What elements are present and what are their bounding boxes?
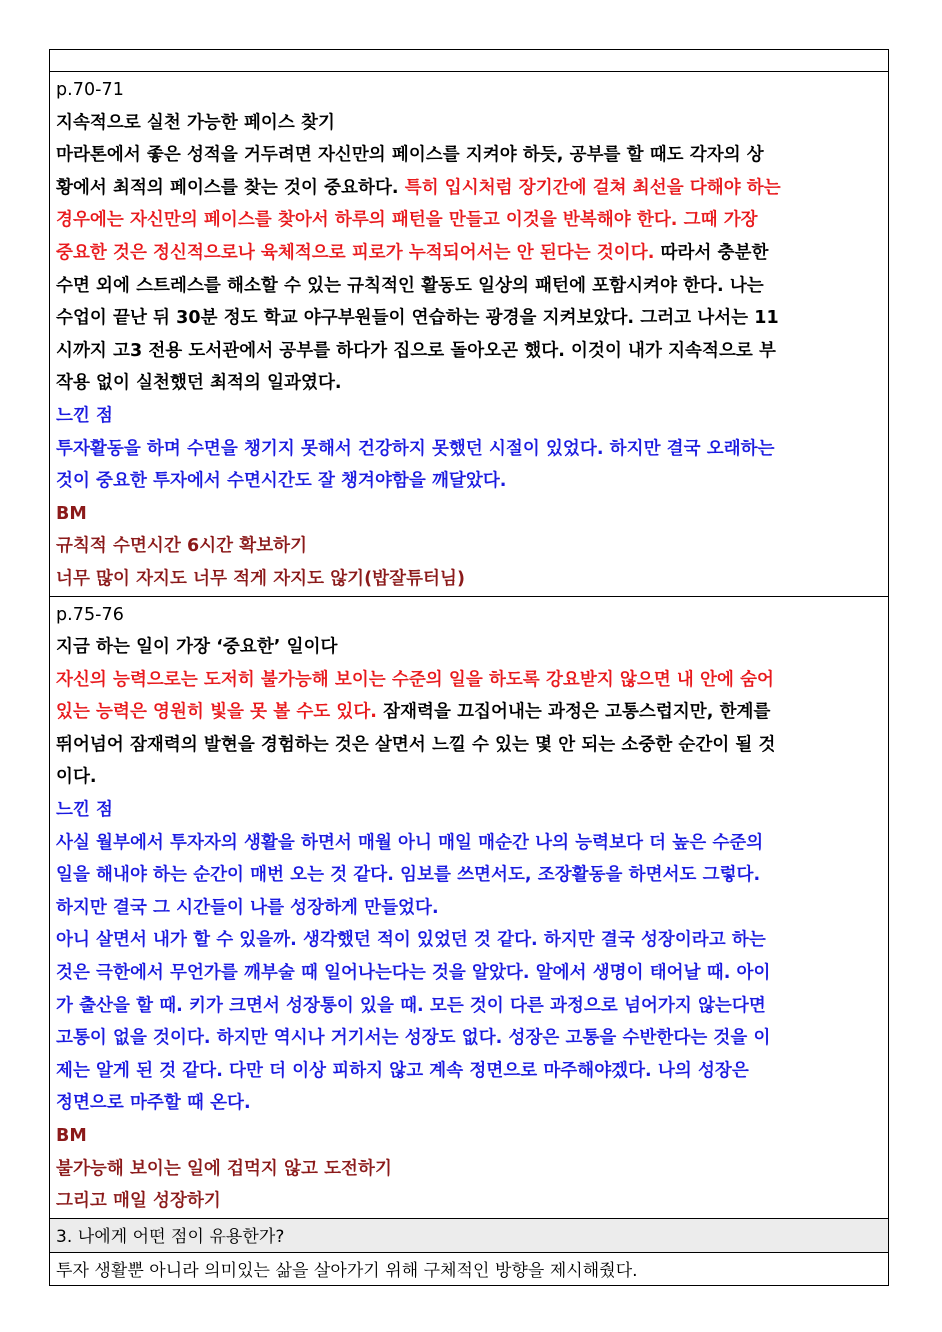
feel-line: 일을 해내야 하는 순간이 매번 오는 것 같다. 임보를 쓰면서도, 조장활동을 하면서도 그렇다. xyxy=(56,865,761,886)
feel-line: 투자활동을 하며 수면을 챙기지 못해서 건강하지 못했던 시절이 있었다. 하지만 결국 오래하는 xyxy=(56,438,775,459)
body-segment: 시까지 고3 전용 도서관에서 공부를 하다가 집으로 돌아오곤 했다. 이것이 내가 지속적으로 부 xyxy=(56,340,776,361)
feel-label: 느낀 점 xyxy=(56,405,114,426)
feel-line: 제는 알게 된 것 같다. 다만 더 이상 피하지 않고 계속 정면으로 마주해야겠다. 나의 성장은 xyxy=(56,1060,749,1081)
body-line xyxy=(56,729,880,762)
body-segment: 뛰어넘어 잠재력의 발현을 경험하는 것은 살면서 느낄 수 있는 몇 안 되는 소중한 순간이 될 것 xyxy=(56,734,776,755)
feel-body xyxy=(56,827,880,1120)
body-line xyxy=(56,696,880,729)
body-line xyxy=(56,367,880,400)
body-segment: 있는 능력은 영원히 빛을 못 볼 수도 있다. xyxy=(56,702,377,723)
body-segment: 작용 없이 실천했던 최적의 일과였다. xyxy=(56,373,342,394)
body-line xyxy=(56,302,880,335)
bm-line: 불가능해 보이는 일에 겁먹지 않고 도전하기 xyxy=(56,1158,392,1179)
bm-label: BM xyxy=(56,503,87,524)
feel-line: 것은 극한에서 무언가를 깨부술 때 일어나는다는 것을 알았다. 알에서 생명이 태어날 때. 아이 xyxy=(56,963,771,984)
section-title: 지금 하는 일이 가장 ‘중요한’ 일이다 xyxy=(56,637,338,658)
bm-line: 규칙적 수면시간 6시간 확보하기 xyxy=(56,536,308,557)
body-line xyxy=(56,237,880,270)
feel-line: 하지만 결국 그 시간들이 나를 성장하게 만들었다. xyxy=(56,897,439,918)
feel-line: 것이 중요한 투자에서 수면시간도 잘 챙겨야함을 깨달았다. xyxy=(56,471,507,492)
question-label: 3. 나에게 어떤 점이 유용한가? xyxy=(56,1226,285,1247)
feel-line: 고통이 없을 것이다. 하지만 역시나 거기서는 성장도 없다. 성장은 고통을 수반한다는 것을 이 xyxy=(56,1028,771,1049)
body-line xyxy=(56,335,880,368)
feel-line: 사실 월부에서 투자자의 생활을 하면서 매월 아니 매일 매순간 나의 능력보다 더 높은 수준의 xyxy=(56,832,764,853)
empty-header-row xyxy=(50,50,888,72)
body-line xyxy=(56,664,880,697)
bm-label: BM xyxy=(56,1126,87,1146)
section-p70-71 xyxy=(50,72,888,597)
body-line xyxy=(56,204,880,237)
body-segment: 따라서 충분한 xyxy=(654,242,769,263)
section-body xyxy=(56,139,880,400)
bm-body xyxy=(56,530,880,595)
body-segment: 잠재력을 끄집어내는 과정은 고통스럽지만, 한계를 xyxy=(376,702,771,723)
body-segment: 황에서 최적의 페이스를 찾는 것이 중요하다. xyxy=(56,177,405,198)
answer-row xyxy=(50,1253,888,1285)
bm-line: 너무 많이 자지도 너무 적게 자지도 않기(밥잘튜터님) xyxy=(56,568,466,589)
bm-body xyxy=(56,1153,880,1218)
body-segment: 수업이 끝난 뒤 30분 정도 학교 야구부원들이 연습하는 광경을 지켜보았다. 그러고 나서는 11 xyxy=(56,308,779,329)
page-ref: p.75-76 xyxy=(56,604,124,625)
body-segment: 이다. xyxy=(56,767,97,788)
answer-text: 투자 생활뿐 아니라 의미있는 삶을 살아가기 위해 구체적인 방향을 제시해줬다. xyxy=(56,1260,638,1281)
feel-line: 아니 살면서 내가 할 수 있을까. 생각했던 적이 있었던 것 같다. 하지만 결국 성장이라고 하는 xyxy=(56,930,766,951)
question-row xyxy=(50,1219,888,1253)
section-p75-76 xyxy=(50,597,888,1219)
feel-line: 정면으로 마주할 때 온다. xyxy=(56,1093,251,1114)
document-table xyxy=(49,49,889,1286)
bm-line: 그리고 매일 성장하기 xyxy=(56,1191,221,1212)
section-cell xyxy=(50,72,888,596)
body-segment: 특히 입시처럼 장기간에 걸쳐 최선을 다해야 하는 xyxy=(404,177,781,198)
body-segment: 수면 외에 스트레스를 해소할 수 있는 규칙적인 활동도 일상의 패턴에 포함시켜야 한다. 나는 xyxy=(56,275,764,296)
section-body xyxy=(56,664,880,794)
body-line xyxy=(56,172,880,205)
body-line xyxy=(56,761,880,794)
body-segment: 경우에는 자신만의 페이스를 찾아서 하루의 패턴을 만들고 이것을 반복해야 한다. 그때 가장 xyxy=(56,210,758,231)
body-segment: 마라톤에서 좋은 성적을 거두려면 자신만의 페이스를 지켜야 하듯, 공부를 할 때도 각자의 상 xyxy=(56,145,764,166)
body-line xyxy=(56,139,880,172)
body-segment: 자신의 능력으로는 도저히 불가능해 보이는 수준의 일을 하도록 강요받지 않으면 내 안에 숨어 xyxy=(56,669,774,690)
feel-line: 가 출산을 할 때. 키가 크면서 성장통이 있을 때. 모든 것이 다른 과정으로 넘어가지 않는다면 xyxy=(56,995,766,1016)
section-title: 지속적으로 실천 가능한 페이스 찾기 xyxy=(56,112,335,133)
page-ref: p.70-71 xyxy=(56,80,124,100)
body-segment: 중요한 것은 정신적으로나 육체적으로 피로가 누적되어서는 안 된다는 것이다. xyxy=(56,242,655,263)
feel-body xyxy=(56,433,880,498)
feel-label: 느낀 점 xyxy=(56,800,114,821)
body-line xyxy=(56,270,880,303)
section-cell xyxy=(50,597,888,1218)
